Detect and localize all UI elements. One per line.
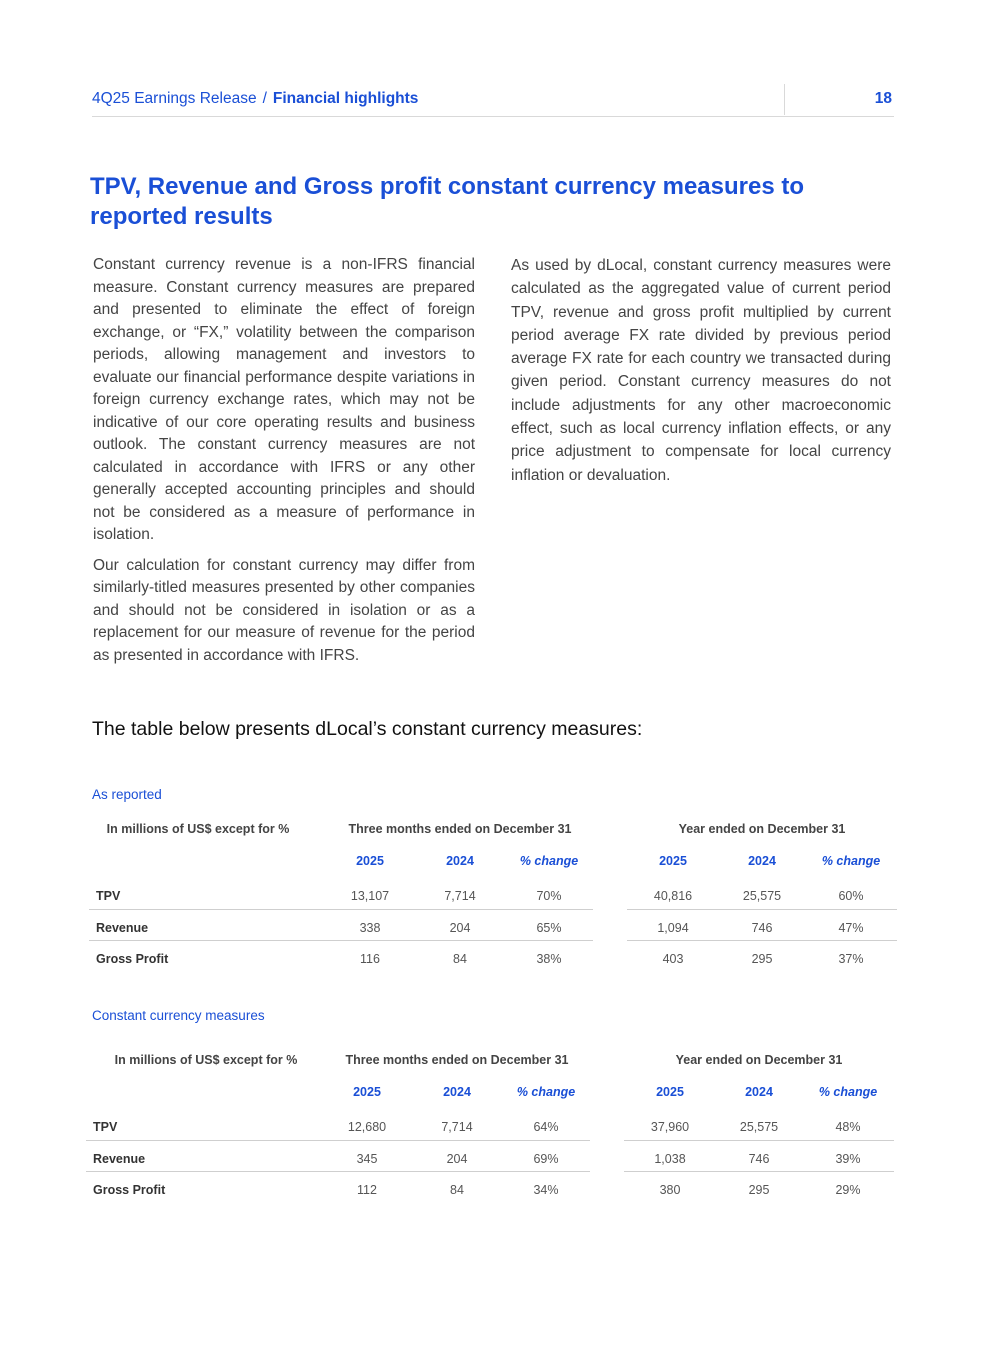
unit-header: In millions of US$ except for % (114, 1053, 298, 1067)
table-cell: 37% (838, 952, 864, 966)
table-cell: 7,714 (441, 1120, 473, 1134)
table-cell: 746 (751, 921, 773, 935)
table-cell: 39% (835, 1152, 861, 1166)
col-header-2024: 2024 (443, 1085, 471, 1099)
body-paragraph: Constant currency revenue is a non-IFRS financial measure. Constant currency measures are prepared and presented to eliminate the effect of foreign exchange, or “FX,” volatility between the comparison periods, allowing management and investors to evaluate our financial performance despite variations in foreign currency exchange rates, which may not be indicative of our core operating results and business outlook. The constant currency measures are not calculated in accordance with IFRS or any other generally accepted accounting principles and should not be considered as a measure of performance in isolation. (93, 256, 475, 543)
table-cell: 204 (449, 921, 471, 935)
table-cell: 25,575 (739, 1120, 779, 1134)
table-cell: 37,960 (650, 1120, 690, 1134)
col-header-2025: 2025 (353, 1085, 381, 1099)
col-header-pct-change: % change (818, 1085, 878, 1099)
section-label-as-reported: As reported (92, 787, 162, 802)
table-cell: 112 (357, 1183, 377, 1197)
table-cell: 69% (533, 1152, 559, 1166)
table-cell: 1,094 (657, 921, 689, 935)
col-header-2025: 2025 (656, 1085, 684, 1099)
col-header-2025: 2025 (659, 854, 687, 868)
row-divider (89, 909, 593, 910)
table-cell: 84 (453, 952, 467, 966)
table-cell: 47% (838, 921, 864, 935)
table-cell: 746 (748, 1152, 770, 1166)
breadcrumb-separator: / (262, 90, 267, 107)
table-cell: 295 (751, 952, 773, 966)
table-cell: 12,680 (347, 1120, 387, 1134)
table-cell: 84 (450, 1183, 464, 1197)
table-cell: 345 (356, 1152, 378, 1166)
page-header (92, 88, 894, 117)
row-divider (89, 940, 593, 941)
table-cell: 60% (838, 889, 864, 903)
table-cell: 70% (536, 889, 562, 903)
table-cell: 295 (748, 1183, 770, 1197)
row-divider (86, 1140, 590, 1141)
table-intro: The table below presents dLocal’s constant currency measures: (92, 718, 643, 740)
table-cell: 34% (533, 1183, 559, 1197)
col-header-2024: 2024 (446, 854, 474, 868)
doc-title: 4Q25 Earnings Release (92, 90, 257, 107)
table-as-reported (89, 818, 899, 968)
table-cell: 338 (359, 921, 381, 935)
row-divider (627, 909, 897, 910)
table-cell: 64% (533, 1120, 559, 1134)
body-paragraph: Our calculation for constant currency may differ from similarly-titled measures presented by other companies and should not be considered in isolation or as a replacement for our measure of revenue for the period as presented in accordance with IFRS. (93, 556, 475, 664)
col-header-2025: 2025 (356, 854, 384, 868)
body-paragraph: As used by dLocal, constant currency measures were calculated as the aggregated value of current period TPV, revenue and gross profit multiplied by current period average FX rate divided by previous period average FX rate for each country we transacted during given period. Constant currency measures do not include adjustments for any other macroeconomic effect, such as local currency inflation effects, or any price adjustment to compensate for local currency inflation or devaluation. (511, 257, 891, 484)
row-label-tpv: TPV (96, 889, 121, 903)
row-divider (624, 1171, 894, 1172)
row-label-gross-profit: Gross Profit (96, 952, 169, 966)
row-label-revenue: Revenue (93, 1152, 146, 1166)
page-title: TPV, Revenue and Gross profit constant currency measures to reported results (90, 173, 804, 230)
table-cell: 40,816 (653, 889, 693, 903)
unit-header: In millions of US$ except for % (106, 822, 290, 836)
col-header-pct-change: % change (821, 854, 881, 868)
table-cell: 1,038 (654, 1152, 686, 1166)
row-divider (624, 1140, 894, 1141)
col-header-2024: 2024 (748, 854, 776, 868)
col-header-pct-change: % change (516, 1085, 576, 1099)
section-name: Financial highlights (272, 90, 419, 107)
table-cell: 204 (446, 1152, 468, 1166)
group-header-three-months: Three months ended on December 31 (345, 1053, 569, 1067)
row-label-revenue: Revenue (96, 921, 149, 935)
group-header-year: Year ended on December 31 (675, 1053, 843, 1067)
table-constant-currency (86, 1049, 896, 1199)
group-header-year: Year ended on December 31 (678, 822, 846, 836)
table-cell: 65% (536, 921, 562, 935)
breadcrumb (92, 90, 418, 108)
row-label-gross-profit: Gross Profit (93, 1183, 166, 1197)
table-cell: 13,107 (350, 889, 390, 903)
table-cell: 29% (835, 1183, 861, 1197)
page-number: 18 (874, 90, 892, 107)
col-header-2024: 2024 (745, 1085, 773, 1099)
row-label-tpv: TPV (93, 1120, 118, 1134)
table-cell: 116 (360, 952, 380, 966)
table-cell: 380 (659, 1183, 681, 1197)
table-cell: 38% (536, 952, 562, 966)
body-right-column (511, 254, 891, 495)
table-cell: 403 (662, 952, 684, 966)
table-cell: 7,714 (444, 889, 476, 903)
table-cell: 25,575 (742, 889, 782, 903)
row-divider (86, 1171, 590, 1172)
row-divider (627, 940, 897, 941)
section-label-constant-currency: Constant currency measures (92, 1008, 265, 1023)
group-header-three-months: Three months ended on December 31 (348, 822, 572, 836)
body-left-column (93, 254, 475, 675)
col-header-pct-change: % change (519, 854, 579, 868)
header-divider (784, 84, 785, 115)
table-cell: 48% (835, 1120, 861, 1134)
